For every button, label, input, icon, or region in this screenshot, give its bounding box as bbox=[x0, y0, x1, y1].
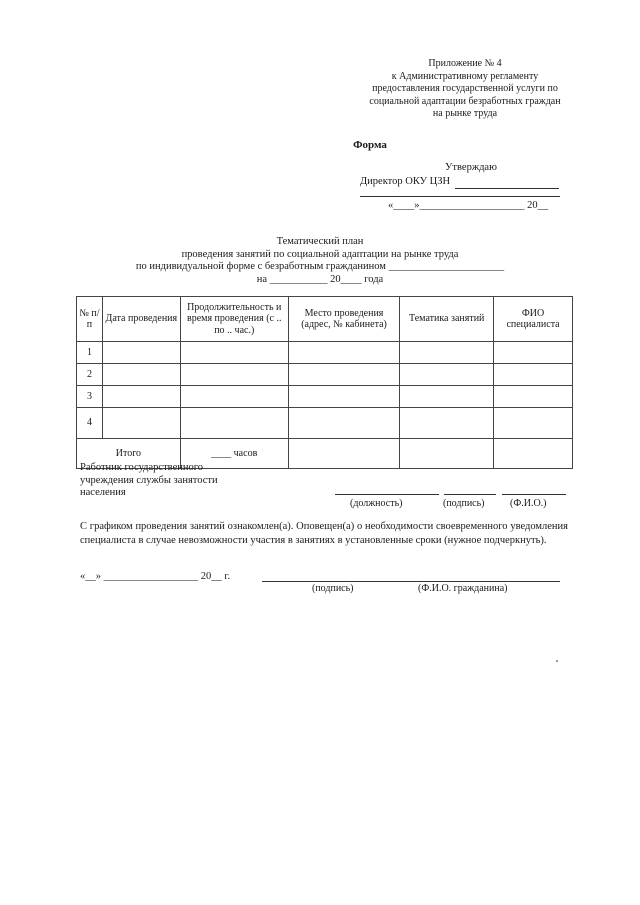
table-header-row bbox=[77, 297, 573, 342]
header-specialist: ФИО специалиста bbox=[494, 297, 573, 342]
fio-caption: (Ф.И.О.) bbox=[510, 498, 547, 509]
table-cell bbox=[288, 408, 400, 439]
appendix-line: социальной адаптации безработных граждан bbox=[369, 95, 561, 107]
table-cell bbox=[494, 408, 573, 439]
table-cell bbox=[102, 386, 180, 408]
appendix-line: Приложение № 4 bbox=[428, 58, 502, 69]
worker-line: Работник государственного bbox=[80, 462, 204, 473]
table-cell bbox=[400, 364, 494, 386]
header-date: Дата проведения bbox=[102, 297, 180, 342]
appendix-line: к Административному регламенту bbox=[391, 70, 539, 82]
table-cell bbox=[180, 364, 288, 386]
header-duration: Продолжительность и время проведения (с .. по .. час.) bbox=[180, 297, 288, 342]
table-cell bbox=[288, 364, 400, 386]
position-caption: (должность) bbox=[350, 498, 403, 509]
citizen-date: «__» __________________ 20__ г. bbox=[80, 571, 231, 582]
form-label: Форма bbox=[353, 139, 387, 151]
table-cell bbox=[288, 439, 400, 469]
table-cell bbox=[400, 439, 494, 469]
header-topic: Тематика занятий bbox=[400, 297, 494, 342]
approval-date: «____»____________________ 20__ bbox=[388, 200, 549, 211]
plan-title-line: по индивидуальной форме с безработным гражданином ______________________ bbox=[135, 261, 505, 272]
header-place: Место проведения (адрес, № кабинета) bbox=[288, 297, 400, 342]
appendix-line: на рынке труда bbox=[432, 108, 498, 119]
plan-title bbox=[120, 236, 520, 286]
table-cell bbox=[400, 342, 494, 364]
table-cell bbox=[288, 342, 400, 364]
total-label: Итого bbox=[77, 439, 181, 469]
table-cell bbox=[180, 386, 288, 408]
signature-line bbox=[444, 494, 496, 495]
worker-line: учреждения службы занятости bbox=[80, 474, 218, 486]
table-cell bbox=[400, 408, 494, 439]
table-cell bbox=[102, 342, 180, 364]
citizen-fio-line bbox=[410, 581, 560, 582]
signature-caption: (подпись) bbox=[443, 498, 485, 509]
table-cell bbox=[102, 408, 180, 439]
table-cell bbox=[494, 342, 573, 364]
citizen-signature-caption: (подпись) bbox=[312, 583, 354, 594]
total-hours: ____ часов bbox=[180, 439, 288, 469]
table-row bbox=[77, 386, 573, 408]
fio-line bbox=[502, 494, 566, 495]
worker-line: населения bbox=[80, 487, 126, 498]
director-label: Директор ОКУ ЦЗН bbox=[360, 176, 451, 187]
scan-artifact bbox=[556, 660, 558, 662]
table-row bbox=[77, 342, 573, 364]
plan-title-line: на ___________ 20____ года bbox=[256, 273, 384, 285]
header-number: № п/п bbox=[77, 297, 103, 342]
plan-title-line: Тематический план bbox=[276, 236, 364, 247]
table-row bbox=[77, 408, 573, 439]
appendix-line: предоставления государственной услуги по bbox=[372, 83, 558, 94]
table-cell bbox=[102, 364, 180, 386]
director-name-line bbox=[360, 196, 560, 197]
table-cell bbox=[494, 439, 573, 469]
table-cell bbox=[180, 342, 288, 364]
director-signature-line bbox=[455, 188, 559, 189]
citizen-fio-caption: (Ф.И.О. гражданина) bbox=[418, 583, 508, 594]
table-cell bbox=[180, 408, 288, 439]
table-cell bbox=[400, 386, 494, 408]
table-cell bbox=[494, 364, 573, 386]
appendix-header bbox=[345, 58, 585, 121]
table-row bbox=[77, 364, 573, 386]
acknowledge-text: С графиком проведения занятий ознакомлен(а). Оповещен(а) о необходимости своевременного уведомления специалиста в случае невозможности участия в занятиях в установленные сроки (нужное подчеркнуть). bbox=[80, 521, 568, 546]
position-line bbox=[335, 494, 439, 495]
table-cell bbox=[288, 386, 400, 408]
row-number: 1 bbox=[77, 342, 103, 364]
row-number: 3 bbox=[77, 386, 103, 408]
approve-label: Утверждаю bbox=[445, 162, 497, 173]
worker-label bbox=[80, 462, 218, 500]
row-number: 4 bbox=[77, 408, 103, 439]
row-number: 2 bbox=[77, 364, 103, 386]
citizen-signature-line bbox=[262, 581, 410, 582]
schedule-table bbox=[76, 296, 573, 469]
table-cell bbox=[494, 386, 573, 408]
plan-title-line: проведения занятий по социальной адаптации на рынке труда bbox=[181, 248, 459, 260]
